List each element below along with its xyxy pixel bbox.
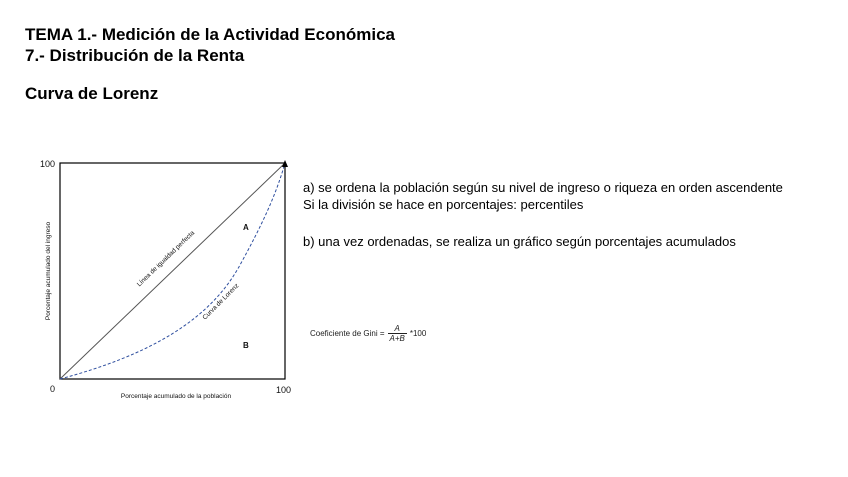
equality-line-label: Línea de igualdad perfecta (135, 229, 197, 289)
origin-label: 0 (50, 384, 56, 394)
title-line-1: TEMA 1.- Medición de la Actividad Económica (25, 25, 395, 44)
gini-denominator: A+B (389, 334, 405, 343)
gini-prefix: Coeficiente de Gini = (310, 329, 385, 338)
note-b-line-1: b) una vez ordenadas, se realiza un gráfico según porcentajes acumulados (303, 234, 736, 249)
area-b-label: B (243, 341, 249, 350)
title-line-2: 7.- Distribución de la Renta (25, 46, 245, 65)
note-a-line-1: a) se ordena la población según su nivel de ingreso o riqueza en orden ascendente (303, 180, 783, 195)
x-axis-title: Porcentaje acumulado de la población (120, 393, 232, 400)
gini-formula (310, 324, 426, 343)
y-max-label: 100 (40, 159, 56, 169)
equality-line (60, 163, 285, 379)
area-a-label: A (243, 223, 249, 232)
gini-numerator: A (394, 324, 400, 333)
gini-fraction (388, 324, 407, 343)
y-axis-title: Porcentaje acumulado del ingreso (45, 221, 52, 321)
slide-subtitle: Curva de Lorenz (25, 84, 159, 103)
explanation-notes (303, 179, 843, 250)
note-a-line-2: Si la división se hace en porcentajes: percentiles (303, 197, 584, 212)
lorenz-curve-label: Curva de Lorenz (201, 282, 241, 322)
x-max-label: 100 (276, 385, 292, 395)
gini-suffix: *100 (409, 329, 427, 338)
